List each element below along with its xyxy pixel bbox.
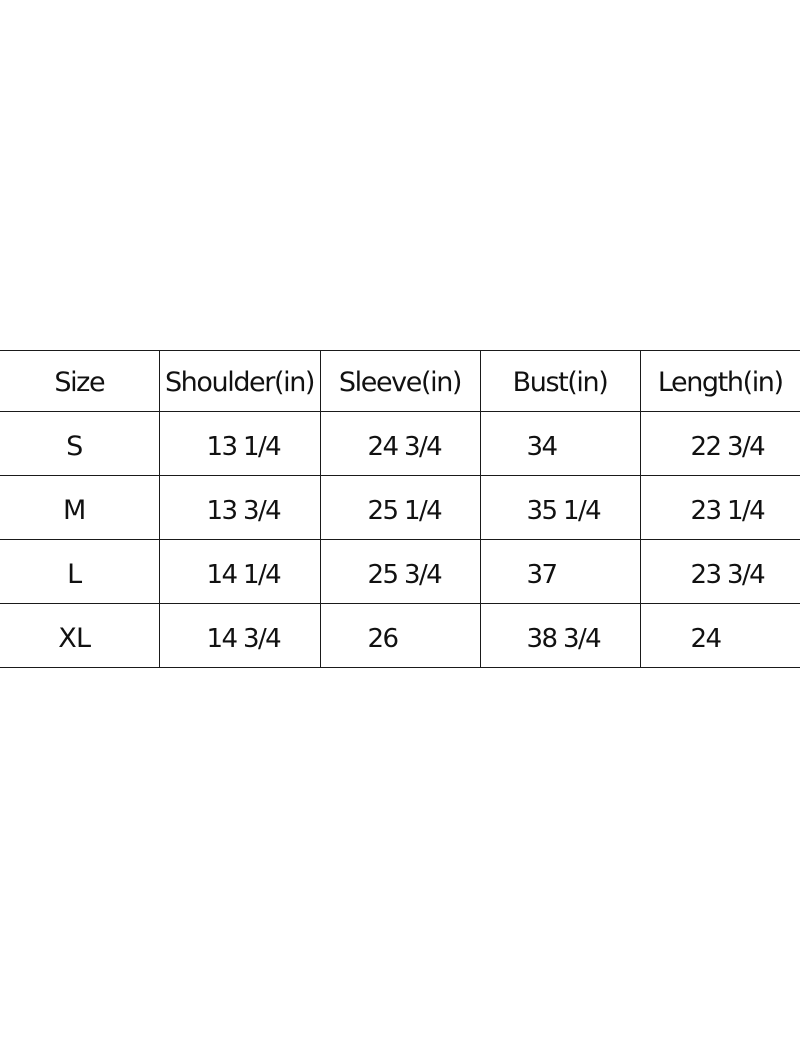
- length-cell: 23 1/4: [640, 476, 800, 540]
- length-cell: 23 3/4: [640, 540, 800, 604]
- length-cell: 22 3/4: [640, 412, 800, 476]
- sleeve-cell: 25 3/4: [320, 540, 480, 604]
- size-cell: S: [0, 412, 159, 476]
- table-row: [0, 412, 800, 476]
- shoulder-cell: 13 3/4: [159, 476, 320, 540]
- size-cell: M: [0, 476, 159, 540]
- header-bust: Bust(in): [480, 351, 640, 412]
- shoulder-cell: 14 1/4: [159, 540, 320, 604]
- shoulder-cell: 14 3/4: [159, 604, 320, 668]
- table-row: [0, 476, 800, 540]
- sleeve-cell: 25 1/4: [320, 476, 480, 540]
- header-length: Length(in): [640, 351, 800, 412]
- sleeve-cell: 24 3/4: [320, 412, 480, 476]
- size-chart-table: [0, 350, 800, 668]
- size-cell: L: [0, 540, 159, 604]
- size-cell: XL: [0, 604, 159, 668]
- header-sleeve: Sleeve(in): [320, 351, 480, 412]
- sleeve-cell: 26: [320, 604, 480, 668]
- bust-cell: 34: [480, 412, 640, 476]
- bust-cell: 35 1/4: [480, 476, 640, 540]
- table-row: [0, 604, 800, 668]
- header-shoulder: Shoulder(in): [159, 351, 320, 412]
- table-row: [0, 540, 800, 604]
- header-row: [0, 351, 800, 412]
- bust-cell: 37: [480, 540, 640, 604]
- shoulder-cell: 13 1/4: [159, 412, 320, 476]
- bust-cell: 38 3/4: [480, 604, 640, 668]
- length-cell: 24: [640, 604, 800, 668]
- header-size: Size: [0, 351, 159, 412]
